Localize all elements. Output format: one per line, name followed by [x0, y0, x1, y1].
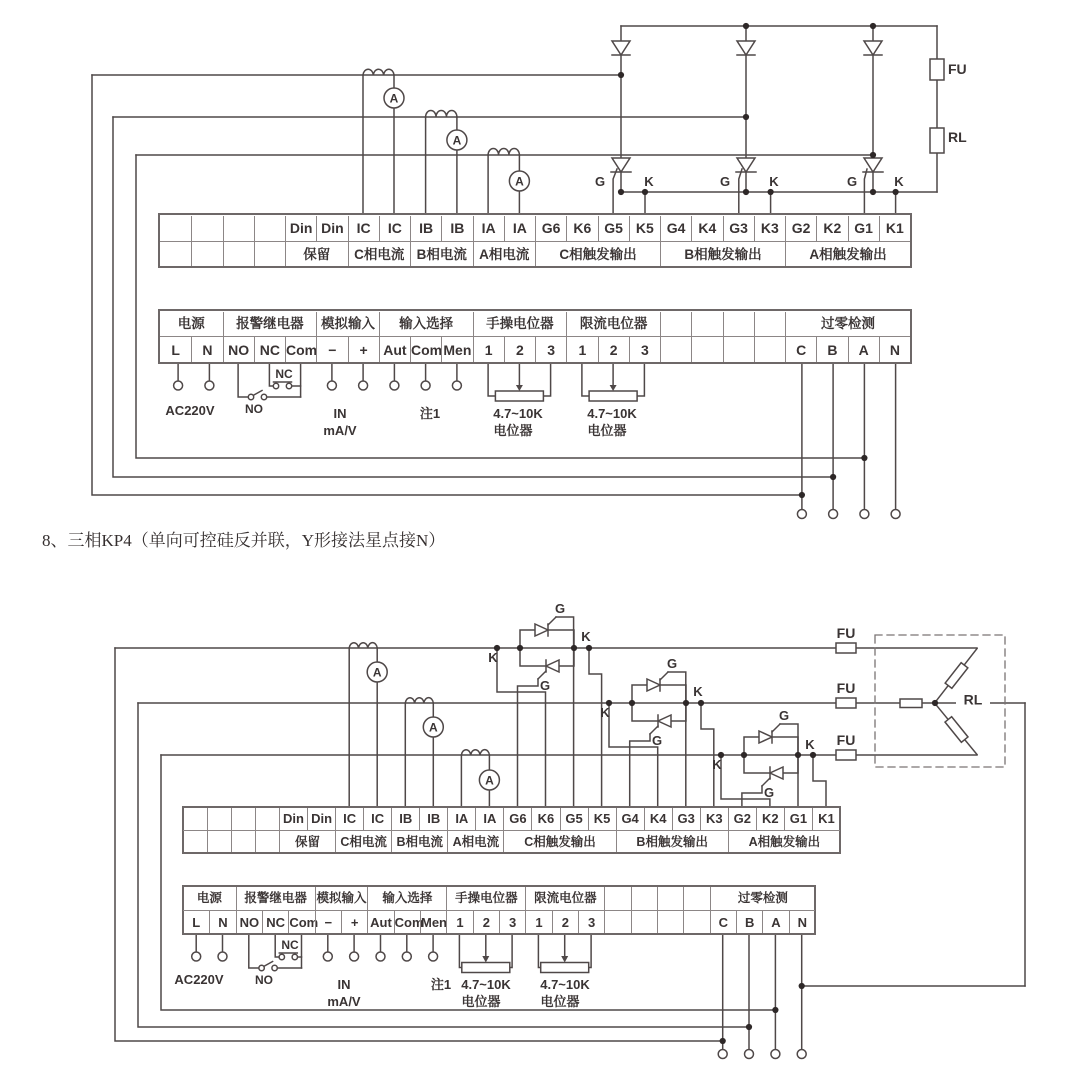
- terminal-cell: G5: [560, 808, 588, 830]
- terminal-cell: [631, 910, 657, 933]
- terminal-cell: G6: [535, 216, 566, 241]
- terminal-cell: [255, 808, 279, 830]
- terminal-cell: L: [183, 910, 209, 933]
- fuse-label: FU: [836, 680, 856, 696]
- terminal-cell: C: [785, 336, 816, 362]
- terminal-cell: 1: [446, 910, 472, 933]
- cathode-label: K: [805, 737, 815, 752]
- gate-label: G: [554, 601, 566, 616]
- terminal-cell: 2: [552, 910, 578, 933]
- manual-potentiometer: [459, 935, 512, 973]
- terminal-cell: [683, 910, 709, 933]
- section-heading: 8、三相KP4（单向可控硅反并联，Y形接法星点接N）: [42, 531, 446, 550]
- load-resistor-symbol: [945, 717, 968, 743]
- terminal-cell: 过零检测: [710, 887, 815, 910]
- limit-potentiometer: [538, 935, 591, 973]
- terminal-cell: G4: [616, 808, 644, 830]
- terminal-cell: N: [209, 910, 235, 933]
- terminal-cell: 输入选择: [367, 887, 446, 910]
- terminal-cell: [723, 336, 754, 362]
- fuse-symbol: [836, 643, 856, 653]
- terminal-cell: N: [191, 336, 222, 362]
- terminal-cell: 电源: [196, 891, 222, 905]
- terminal-cell: C相电流: [335, 830, 391, 852]
- terminal-cell: K4: [691, 216, 722, 241]
- terminal-cell: N: [879, 336, 910, 362]
- terminal-cell: [191, 241, 222, 266]
- terminal-cell: IA: [475, 808, 503, 830]
- terminal-cell: A相触发输出: [785, 241, 910, 266]
- terminal-cell: 手操电位器: [473, 312, 567, 336]
- terminal-cell: C相触发输出: [503, 830, 615, 852]
- terminal-cell: [160, 216, 191, 241]
- fuse-symbol: [836, 750, 856, 760]
- terminal-cell: A相电流: [473, 241, 536, 266]
- gate-label: G: [719, 174, 731, 189]
- terminal-cell: Aut: [367, 910, 393, 933]
- current-transformer-b: [405, 698, 433, 807]
- terminal-cell: B: [736, 910, 762, 933]
- fuse-label: FU: [836, 625, 856, 641]
- terminal-cell: IA: [473, 216, 504, 241]
- limit-potentiometer: [582, 363, 645, 401]
- terminal-cell: 1: [473, 336, 504, 362]
- gate-label: G: [763, 785, 775, 800]
- terminal-cell: +: [341, 910, 367, 933]
- terminal-cell: [207, 808, 231, 830]
- ammeter-label: A: [428, 720, 438, 735]
- terminal-cell: K1: [879, 216, 910, 241]
- relay-nc-label: NC: [275, 367, 293, 381]
- terminal-cell: 过零检测: [785, 312, 910, 336]
- cathode-label: K: [769, 174, 779, 189]
- pot-name-label: 电位器: [493, 423, 533, 438]
- terminal-cell: NC: [262, 910, 288, 933]
- fuse-label: FU: [948, 61, 967, 77]
- terminal-cell: 电源: [177, 316, 205, 331]
- manual-potentiometer: [488, 363, 550, 401]
- load-resistor-symbol: [945, 663, 968, 689]
- terminal-cell: 限流电位器: [566, 312, 660, 336]
- terminal-cell: C相电流: [348, 241, 411, 266]
- terminal-cell: A: [762, 910, 788, 933]
- terminal-cell: Din: [307, 808, 335, 830]
- top-diagram: [92, 23, 944, 519]
- terminal-cell: B: [816, 336, 847, 362]
- terminal-cell: [191, 216, 222, 241]
- analog-in-label: IN: [337, 977, 351, 992]
- terminal-cell: [754, 312, 785, 336]
- pot-name-label: 电位器: [461, 994, 501, 1009]
- cathode-label: K: [712, 757, 722, 772]
- terminal-cell: Com: [288, 910, 314, 933]
- terminal-cell: [231, 830, 255, 852]
- terminal-cell: 3: [629, 336, 660, 362]
- terminal-cell: K1: [812, 808, 840, 830]
- terminal-cell: Com: [410, 336, 441, 362]
- ac-power-label: AC220V: [165, 403, 215, 418]
- ammeter-label: A: [515, 174, 524, 189]
- load-label: RL: [963, 691, 983, 708]
- terminal-cell: 报警继电器: [223, 312, 317, 336]
- terminal-cell: [207, 830, 231, 852]
- pot-value-label: 4.7~10K: [540, 977, 590, 992]
- terminal-cell: IB: [391, 808, 419, 830]
- terminal-cell: Com: [394, 910, 420, 933]
- terminal-cell: G3: [723, 216, 754, 241]
- terminal-cell: −: [315, 910, 341, 933]
- terminal-cell: [660, 312, 691, 336]
- cathode-label: K: [644, 174, 654, 189]
- terminal-cell: K5: [629, 216, 660, 241]
- cathode-label: K: [488, 650, 498, 665]
- note1-label: 注1: [430, 977, 452, 992]
- terminal-cell: K3: [754, 216, 785, 241]
- terminal-cell: [691, 312, 722, 336]
- relay-no-label: NO: [245, 402, 263, 416]
- ac-power-label: AC220V: [174, 972, 224, 987]
- terminal-cell: C相触发输出: [535, 241, 660, 266]
- terminal-cell: [223, 216, 254, 241]
- terminal-cell: NC: [254, 336, 285, 362]
- terminal-cell: 2: [473, 910, 499, 933]
- terminal-cell: B相触发输出: [660, 241, 785, 266]
- terminal-cell: 模拟输入: [316, 312, 379, 336]
- terminal-cell: Din: [279, 808, 307, 830]
- terminal-cell: IC: [335, 808, 363, 830]
- terminal-cell: L: [160, 336, 191, 362]
- cathode-label: K: [581, 629, 591, 644]
- terminal-cell: G3: [672, 808, 700, 830]
- terminal-cell: IB: [419, 808, 447, 830]
- gate-label: G: [539, 678, 551, 693]
- terminal-cell: C: [710, 910, 736, 933]
- terminal-cell: Men: [441, 336, 472, 362]
- terminal-cell: [254, 216, 285, 241]
- relay-no-label: NO: [255, 973, 273, 987]
- relay-nc-label: NC: [281, 938, 299, 952]
- terminal-cell: IA: [447, 808, 475, 830]
- terminal-cell: [254, 241, 285, 266]
- terminal-cell: 1: [525, 910, 551, 933]
- terminal-cell: 输入选择: [379, 312, 473, 336]
- terminal-cell: Din: [316, 216, 347, 241]
- load-label: RL: [948, 129, 967, 145]
- terminal-cell: 1: [566, 336, 597, 362]
- terminal-cell: [657, 887, 683, 910]
- terminal-cell: IC: [363, 808, 391, 830]
- terminal-cell: [691, 336, 722, 362]
- analog-in-label: IN: [333, 406, 347, 421]
- terminal-cell: 3: [578, 910, 604, 933]
- pot-name-label: 电位器: [587, 423, 627, 438]
- terminal-cell: IC: [348, 216, 379, 241]
- terminal-cell: [160, 241, 191, 266]
- terminal-cell: G5: [598, 216, 629, 241]
- terminal-cell: [604, 910, 630, 933]
- pot-name-label: 电位器: [540, 994, 580, 1009]
- terminal-cell: [657, 910, 683, 933]
- terminal-cell: A: [848, 336, 879, 362]
- gate-label: G: [666, 656, 678, 671]
- terminal-cell: G6: [503, 808, 531, 830]
- terminal-cell: K5: [588, 808, 616, 830]
- gate-label: G: [651, 733, 663, 748]
- terminal-cell: 3: [499, 910, 525, 933]
- terminal-cell: 2: [598, 336, 629, 362]
- gate-label: G: [594, 174, 606, 189]
- pot-value-label: 4.7~10K: [493, 406, 543, 421]
- terminal-cell: K6: [531, 808, 559, 830]
- analog-unit-label: mA/V: [323, 423, 357, 438]
- terminal-cell: 模拟输入: [315, 887, 368, 910]
- terminal-cell: NO: [223, 336, 254, 362]
- cathode-label: K: [693, 684, 703, 699]
- terminal-cell: 保留: [279, 830, 335, 852]
- fuse-symbol: [930, 59, 944, 80]
- ammeter-label: A: [485, 773, 494, 788]
- terminal-cell: B相电流: [410, 241, 473, 266]
- terminal-cell: K2: [756, 808, 784, 830]
- terminal-cell: A相电流: [447, 830, 503, 852]
- terminal-cell: B相电流: [391, 830, 447, 852]
- terminal-cell: +: [348, 336, 379, 362]
- terminal-cell: [223, 241, 254, 266]
- terminal-cell: G2: [785, 216, 816, 241]
- cathode-label: K: [894, 174, 904, 189]
- terminal-cell: IB: [410, 216, 441, 241]
- terminal-cell: [660, 336, 691, 362]
- current-transformer-b: [426, 110, 457, 215]
- terminal-cell: NO: [236, 910, 262, 933]
- ammeter-label: A: [389, 91, 399, 106]
- terminal-cell: [754, 336, 785, 362]
- terminal-cell: [631, 887, 657, 910]
- terminal-cell: K4: [644, 808, 672, 830]
- terminal-cell: [231, 808, 255, 830]
- terminal-cell: [183, 830, 207, 852]
- terminal-cell: B相触发输出: [616, 830, 728, 852]
- load-resistor-symbol: [900, 699, 922, 708]
- scr-symbols: [611, 158, 883, 172]
- note1-label: 注1: [419, 406, 441, 421]
- terminal-cell: [683, 887, 709, 910]
- terminal-cell: G2: [728, 808, 756, 830]
- terminal-cell: K3: [700, 808, 728, 830]
- terminal-cell: 手操电位器: [446, 887, 525, 910]
- terminal-cell: [183, 808, 207, 830]
- pot-value-label: 4.7~10K: [461, 977, 511, 992]
- terminal-cell: −: [316, 336, 347, 362]
- terminal-cell: IB: [441, 216, 472, 241]
- terminal-cell: [723, 312, 754, 336]
- pot-value-label: 4.7~10K: [587, 406, 637, 421]
- terminal-cell: G1: [848, 216, 879, 241]
- terminal-cell: 2: [504, 336, 535, 362]
- terminal-cell: Aut: [379, 336, 410, 362]
- terminal-cell: IA: [504, 216, 535, 241]
- analog-unit-label: mA/V: [327, 994, 361, 1009]
- ammeter-label: A: [372, 665, 382, 680]
- terminal-cell: Com: [285, 336, 316, 362]
- terminal-cell: K6: [566, 216, 597, 241]
- terminal-cell: 保留: [285, 241, 348, 266]
- diode-symbols: [612, 41, 882, 55]
- gate-label: G: [778, 708, 790, 723]
- terminal-cell: 限流电位器: [525, 887, 604, 910]
- terminal-cell: IC: [379, 216, 410, 241]
- gate-label: G: [846, 174, 858, 189]
- ammeter-label: A: [452, 133, 462, 148]
- terminal-cell: K2: [816, 216, 847, 241]
- scr-pair-c: [497, 617, 602, 807]
- load-resistor-symbol: [930, 128, 944, 153]
- terminal-cell: A相触发输出: [728, 830, 840, 852]
- terminal-cell: 报警继电器: [236, 887, 315, 910]
- fuse-label: FU: [836, 732, 856, 748]
- terminal-cell: [604, 887, 630, 910]
- terminal-cell: 3: [535, 336, 566, 362]
- terminal-cell: Men: [420, 910, 446, 933]
- cathode-label: K: [600, 705, 610, 720]
- terminal-cell: G4: [660, 216, 691, 241]
- terminal-cell: Din: [285, 216, 316, 241]
- fuse-symbol: [836, 698, 856, 708]
- terminal-cell: N: [789, 910, 815, 933]
- terminal-cell: G1: [784, 808, 812, 830]
- terminal-cell: [255, 830, 279, 852]
